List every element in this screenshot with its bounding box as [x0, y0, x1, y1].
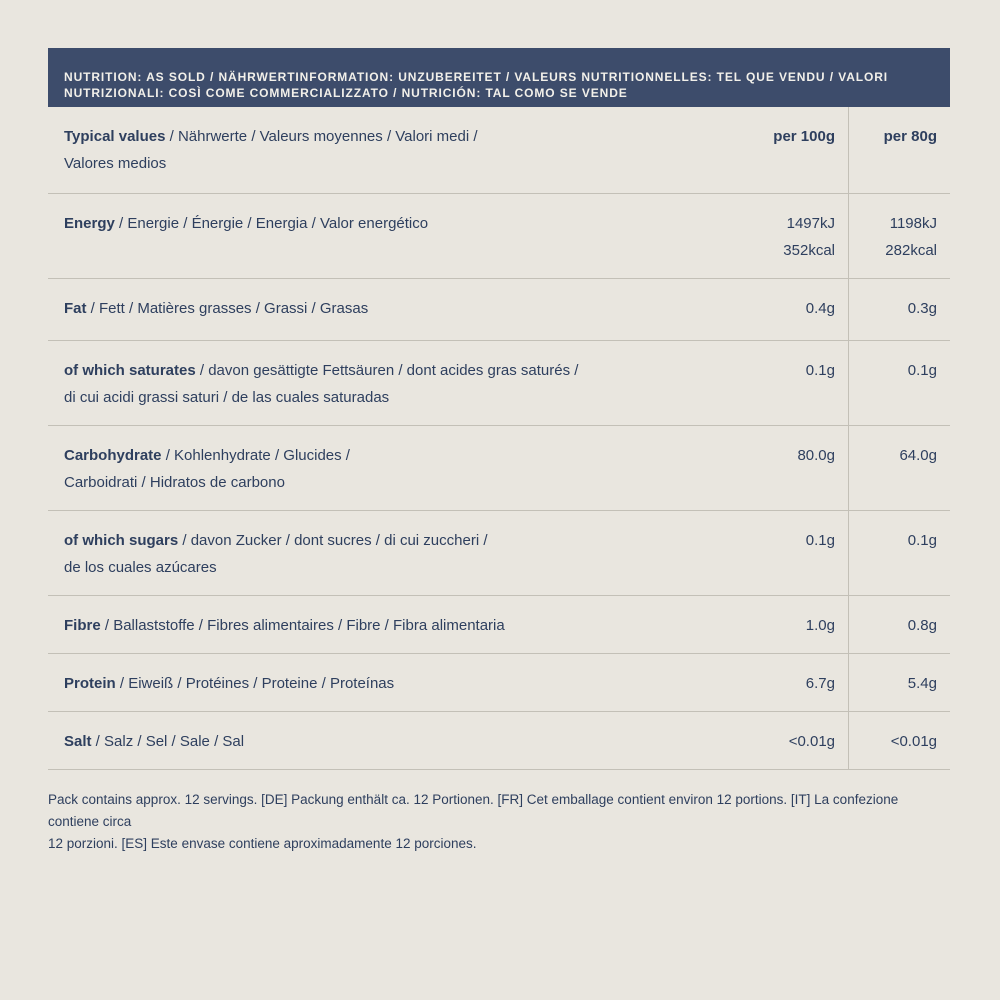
row-term: Fat: [64, 300, 87, 317]
row-term: Salt: [64, 733, 92, 750]
table-row-protein: [48, 654, 950, 712]
table-header-row: [48, 107, 950, 194]
value-per-100g: 0.1g: [805, 532, 835, 549]
row-label: [48, 426, 698, 510]
row-translations: / Fett / Matières grasses / Grassi / Grasas: [86, 300, 369, 317]
table-row-sugars: [48, 511, 950, 596]
banner-text: NUTRITION: AS SOLD / NÄHRWERTINFORMATION: UNZUBEREITET / VALEURS NUTRITIONNELLES: TEL QUE VENDU / VALORI NUTRIZIONALI: COSÌ COME COMMERCIALIZZATO / NUTRICIÓN: TAL COMO SE VENDE: [64, 70, 889, 100]
table-row-salt: [48, 712, 950, 770]
nutrition-banner: [48, 48, 950, 107]
value-per-80g: 5.4g: [848, 654, 950, 711]
servings-note: Pack contains approx. 12 servings. [DE] Packung enthält ca. 12 Portionen. [FR] Cet emballage contient environ 12 portions. [IT] La confezione contiene circa 12 porzioni. [ES] Este envase contiene aproximadamente 12 porciones.: [48, 792, 899, 851]
nutrition-table: [48, 107, 950, 770]
row-label: [48, 341, 698, 425]
value-per-100g: <0.01g: [788, 733, 835, 750]
value-per-80g: <0.01g: [848, 712, 950, 769]
nutrition-label: [48, 48, 950, 855]
value-per-80g: 64.0g: [848, 426, 950, 510]
value-per-80g: 0.1g: [848, 511, 950, 595]
value-per-100g: 80.0g: [797, 447, 835, 464]
table-row-saturates: [48, 341, 950, 426]
value-per-100g: 0.4g: [805, 300, 835, 317]
value-per-100g: 6.7g: [805, 675, 835, 692]
value-per-80g: 0.8g: [848, 596, 950, 653]
row-label: [48, 194, 698, 278]
row-translations: / davon Zucker / dont sucres / di cui zuccheri / de los cuales azúcares: [64, 532, 488, 576]
column-header-per-100g: per 100g: [773, 128, 835, 145]
row-label: [48, 654, 698, 711]
table-row-carbohydrate: [48, 426, 950, 511]
row-term: Fibre: [64, 617, 101, 634]
row-translations: / Eiweiß / Protéines / Proteine / Proteínas: [115, 675, 395, 692]
table-row-energy: [48, 194, 950, 279]
row-label: [48, 712, 698, 769]
row-term: of which saturates: [64, 362, 196, 379]
table-row-fat: [48, 279, 950, 341]
row-translations: / Salz / Sel / Sale / Sal: [91, 733, 245, 750]
header-term: Typical values: [64, 128, 166, 145]
column-header-per-80g: per 80g: [848, 107, 950, 193]
row-translations: / Energie / Énergie / Energia / Valor energético: [114, 215, 429, 232]
value-per-80g: 0.3g: [848, 279, 950, 340]
row-term: Carbohydrate: [64, 447, 162, 464]
row-term: of which sugars: [64, 532, 179, 549]
row-term: Protein: [64, 675, 116, 692]
row-term: Energy: [64, 215, 115, 232]
row-translations: / Ballaststoffe / Fibres alimentaires / Fibre / Fibra alimentaria: [100, 617, 505, 634]
value-per-100g: 1.0g: [805, 617, 835, 634]
row-label: [48, 279, 698, 340]
value-per-100g: 0.1g: [805, 362, 835, 379]
value-per-100g: 1497kJ 352kcal: [783, 215, 835, 259]
row-translations: / Kohlenhydrate / Glucides / Carboidrati / Hidratos de carbono: [64, 447, 350, 491]
row-label: [48, 511, 698, 595]
table-row-fibre: [48, 596, 950, 654]
value-per-80g: 1198kJ 282kcal: [848, 194, 950, 278]
value-per-80g: 0.1g: [848, 341, 950, 425]
row-translations: / davon gesättigte Fettsäuren / dont acides gras saturés / di cui acidi grassi saturi / de las cuales saturadas: [64, 362, 579, 406]
header-translations: / Nährwerte / Valeurs moyennes / Valori medi / Valores medios: [64, 128, 478, 172]
header-label: [48, 107, 698, 193]
row-label: [48, 596, 698, 653]
